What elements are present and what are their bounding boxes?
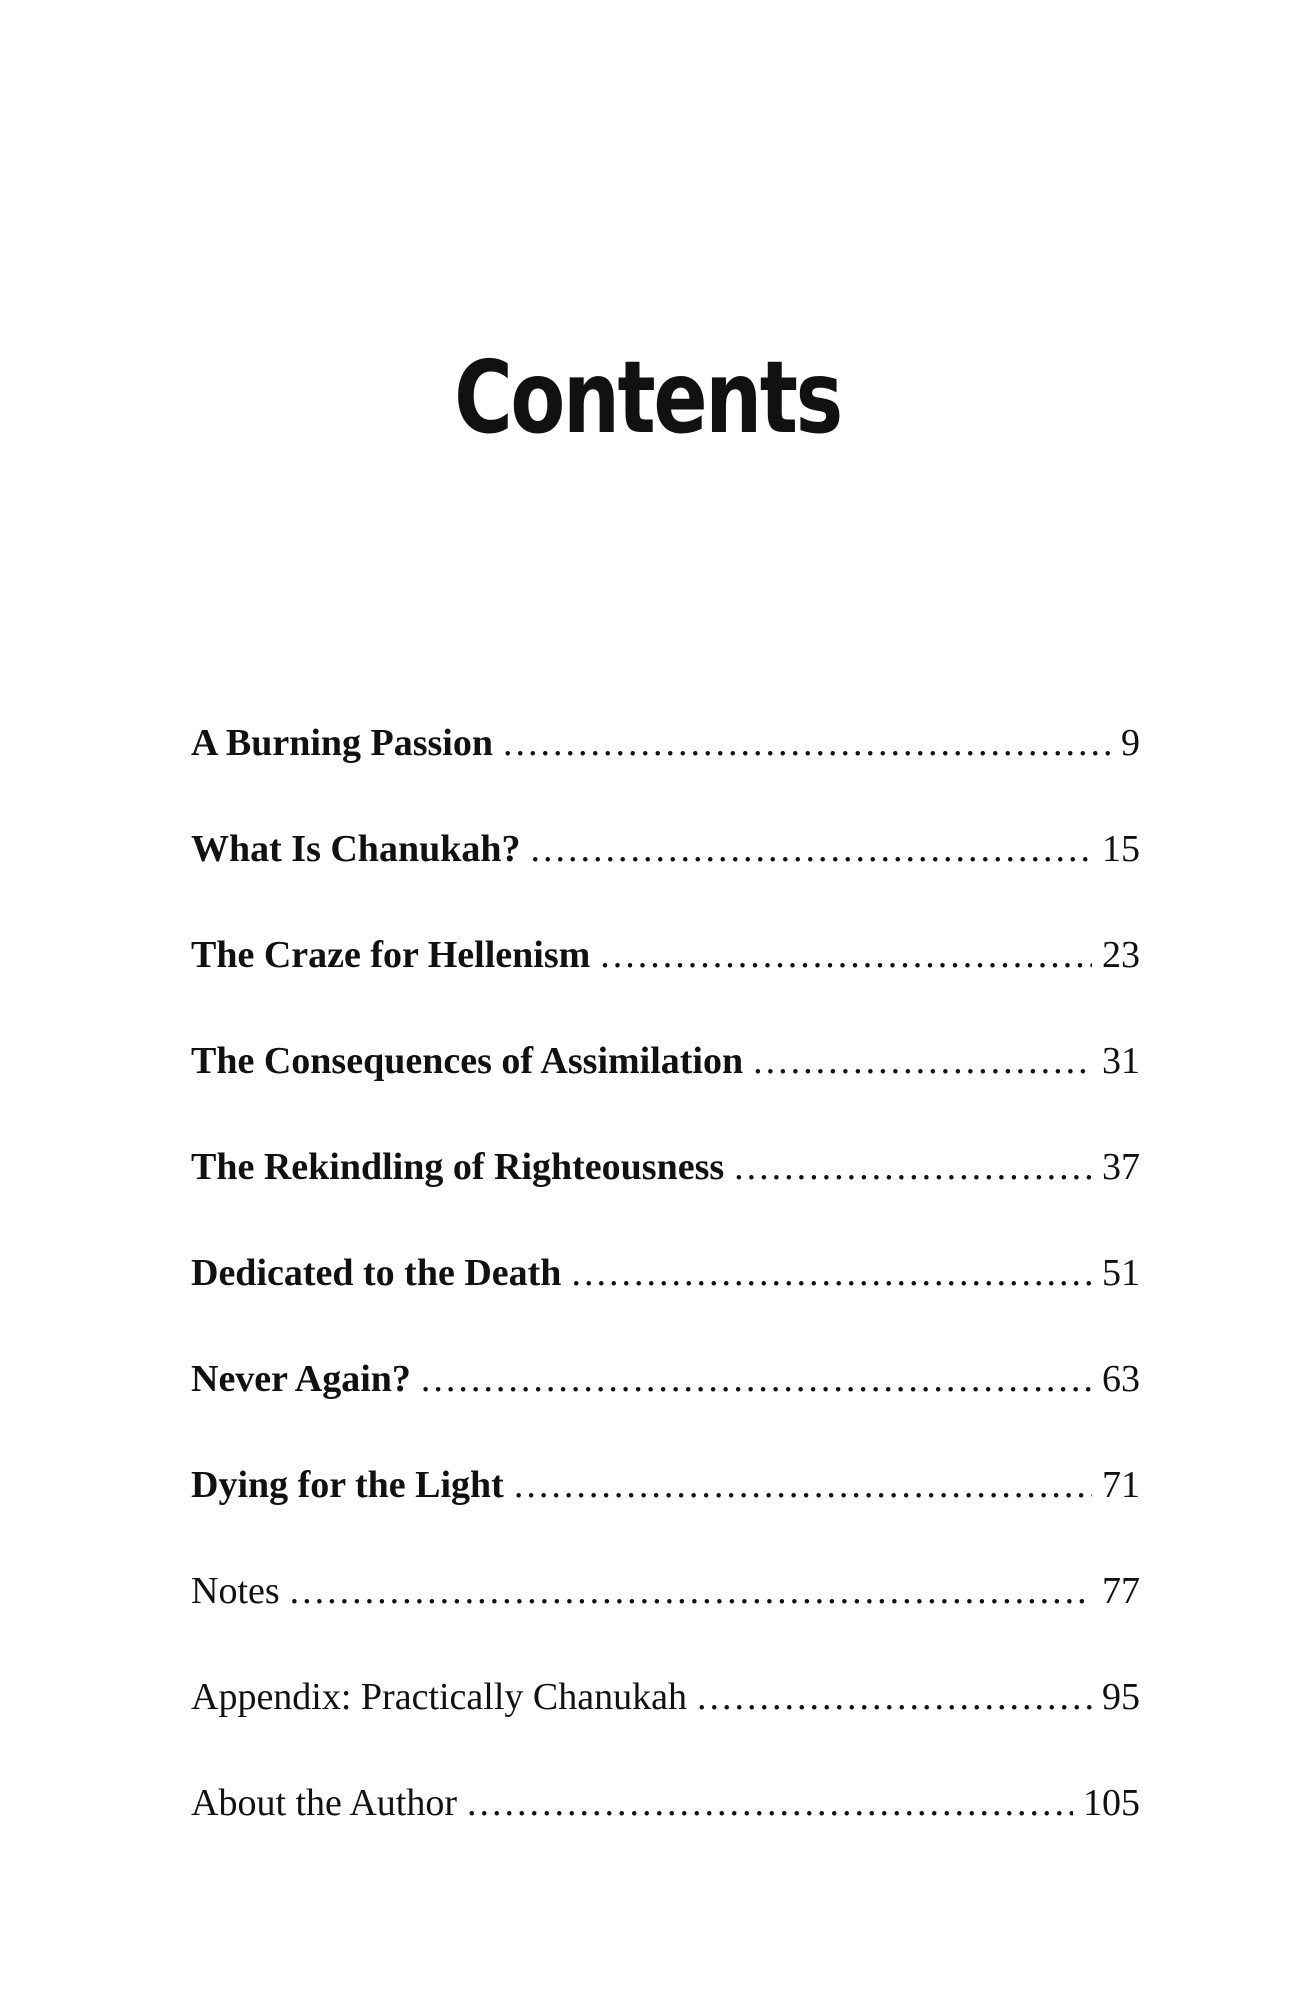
toc-entry-page: 71: [1102, 1464, 1140, 1506]
toc-entry-title: The Consequences of Assimilation: [191, 1040, 744, 1082]
toc-dot-leader: [530, 796, 1092, 902]
toc-entry-title: Never Again?: [191, 1358, 411, 1400]
toc-entry-page: 63: [1102, 1358, 1140, 1400]
toc-entry-page: 77: [1102, 1570, 1140, 1612]
toc-entry-page: 95: [1102, 1676, 1140, 1718]
toc-entry-title: A Burning Passion: [191, 722, 493, 764]
toc-entry[interactable]: [191, 1432, 1140, 1538]
toc-entry[interactable]: [191, 1750, 1140, 1856]
toc-entry[interactable]: [191, 1114, 1140, 1220]
toc-entry-page: 15: [1102, 828, 1140, 870]
toc-entry-page: 105: [1083, 1782, 1140, 1824]
toc-entry[interactable]: [191, 690, 1140, 796]
toc-entry[interactable]: [191, 1644, 1140, 1750]
toc-entry-title: The Rekindling of Righteousness: [191, 1146, 725, 1188]
toc-entry-page: 23: [1102, 934, 1140, 976]
toc-dot-leader: [753, 1008, 1092, 1114]
toc-entry[interactable]: [191, 796, 1140, 902]
toc-dot-leader: [421, 1326, 1092, 1432]
table-of-contents: [191, 690, 1140, 1856]
toc-dot-leader: [734, 1114, 1092, 1220]
toc-entry-title: Notes: [191, 1570, 280, 1612]
toc-entry-page: 31: [1102, 1040, 1140, 1082]
toc-entry[interactable]: [191, 902, 1140, 1008]
toc-entry-title: The Craze for Hellenism: [191, 934, 591, 976]
toc-dot-leader: [600, 902, 1092, 1008]
toc-entry-page: 9: [1121, 722, 1140, 764]
toc-entry-title: Dedicated to the Death: [191, 1252, 562, 1294]
toc-dot-leader: [514, 1432, 1092, 1538]
toc-entry-title: What Is Chanukah?: [191, 828, 521, 870]
toc-entry[interactable]: [191, 1220, 1140, 1326]
toc-entry-title: Dying for the Light: [191, 1464, 504, 1506]
toc-dot-leader: [571, 1220, 1092, 1326]
toc-entry-page: 51: [1102, 1252, 1140, 1294]
toc-dot-leader: [290, 1538, 1092, 1644]
toc-dot-leader: [467, 1750, 1073, 1856]
toc-dot-leader: [697, 1644, 1092, 1750]
toc-entry-title: Appendix: Practically Chanukah: [191, 1676, 687, 1718]
toc-entry[interactable]: [191, 1326, 1140, 1432]
page-title: Contents: [454, 339, 841, 456]
toc-entry-page: 37: [1102, 1146, 1140, 1188]
toc-dot-leader: [503, 690, 1111, 796]
toc-entry[interactable]: [191, 1538, 1140, 1644]
toc-entry-title: About the Author: [191, 1782, 457, 1824]
toc-entry[interactable]: [191, 1008, 1140, 1114]
